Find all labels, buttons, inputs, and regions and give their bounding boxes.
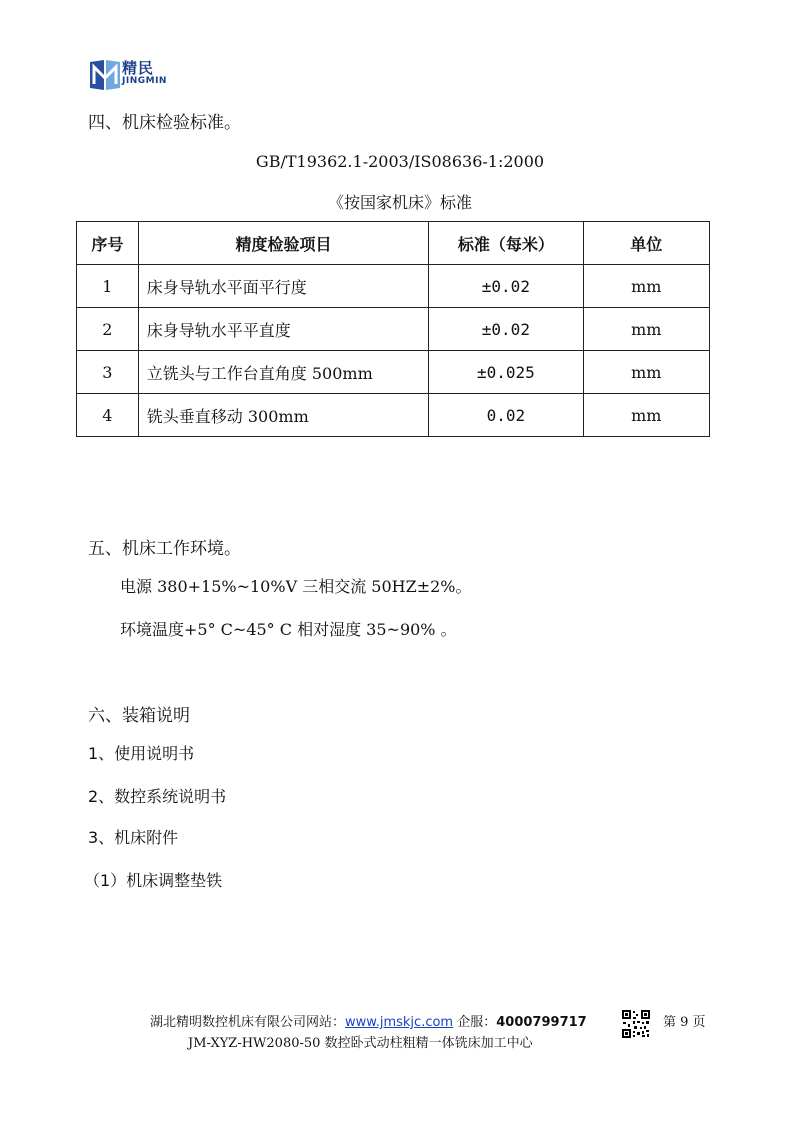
power-requirement: 电源 380+15%~10%V 三相交流 50HZ±2%。 bbox=[120, 577, 472, 596]
logo-text-cn: 精民 bbox=[122, 59, 155, 77]
service-phone: 4000799717 bbox=[496, 1015, 587, 1030]
inspection-item: 床身导轨水平面平行度 bbox=[138, 265, 428, 308]
row-number: 4 bbox=[77, 394, 139, 437]
unit: mm bbox=[583, 265, 709, 308]
inspection-item: 铣头垂直移动 300mm bbox=[138, 394, 428, 437]
company-name: 湖北精明数控机床有限公司网站： bbox=[150, 1015, 346, 1030]
footer-model-line: JM-XYZ-HW2080-50 数控卧式动柱粗精一体铣床加工中心 bbox=[188, 1036, 533, 1051]
row-number: 3 bbox=[77, 351, 139, 394]
logo-text-en: JINGMIN bbox=[122, 76, 167, 86]
inspection-item: 立铣头与工作台直角度 500mm bbox=[138, 351, 428, 394]
website-link[interactable]: www.jmskjc.com bbox=[345, 1015, 454, 1030]
page-number: 第 9 页 bbox=[663, 1015, 706, 1030]
footer-company-line bbox=[150, 1011, 587, 1030]
row-number: 2 bbox=[77, 308, 139, 351]
standard-name: 《按国家机床》标准 bbox=[327, 193, 472, 212]
packing-item: 1、使用说明书 bbox=[88, 744, 195, 763]
tolerance-value: ±0.025 bbox=[429, 351, 583, 394]
unit: mm bbox=[583, 394, 709, 437]
header-cell: 单位 bbox=[583, 222, 709, 265]
tolerance-value: ±0.02 bbox=[429, 265, 583, 308]
environment-requirement: 环境温度+5° C~45° C 相对湿度 35~90% 。 bbox=[120, 620, 457, 639]
packing-item: 3、机床附件 bbox=[88, 828, 179, 847]
header-cell: 精度检验项目 bbox=[138, 222, 428, 265]
table-header-row bbox=[77, 222, 710, 265]
tolerance-value: ±0.02 bbox=[429, 308, 583, 351]
packing-item: （1）机床调整垫铁 bbox=[84, 871, 223, 890]
qr-code-icon bbox=[621, 1009, 651, 1039]
section-4-title: 四、机床检验标准。 bbox=[88, 113, 241, 133]
tolerance-value: 0.02 bbox=[429, 394, 583, 437]
inspection-standard-table bbox=[76, 221, 710, 437]
section-6-title: 六、装箱说明 bbox=[88, 706, 190, 726]
table-row bbox=[77, 394, 710, 437]
standard-code: GB/T19362.1-2003/IS08636-1:2000 bbox=[255, 152, 545, 171]
packing-item: 2、数控系统说明书 bbox=[88, 787, 227, 806]
unit: mm bbox=[583, 351, 709, 394]
header-cell: 标准（每米） bbox=[429, 222, 583, 265]
unit: mm bbox=[583, 308, 709, 351]
table-row bbox=[77, 351, 710, 394]
table-row bbox=[77, 308, 710, 351]
table-row bbox=[77, 265, 710, 308]
service-label: 企服： bbox=[457, 1015, 497, 1030]
header-cell: 序号 bbox=[77, 222, 139, 265]
row-number: 1 bbox=[77, 265, 139, 308]
inspection-item: 床身导轨水平平直度 bbox=[138, 308, 428, 351]
section-5-title: 五、机床工作环境。 bbox=[88, 539, 241, 559]
